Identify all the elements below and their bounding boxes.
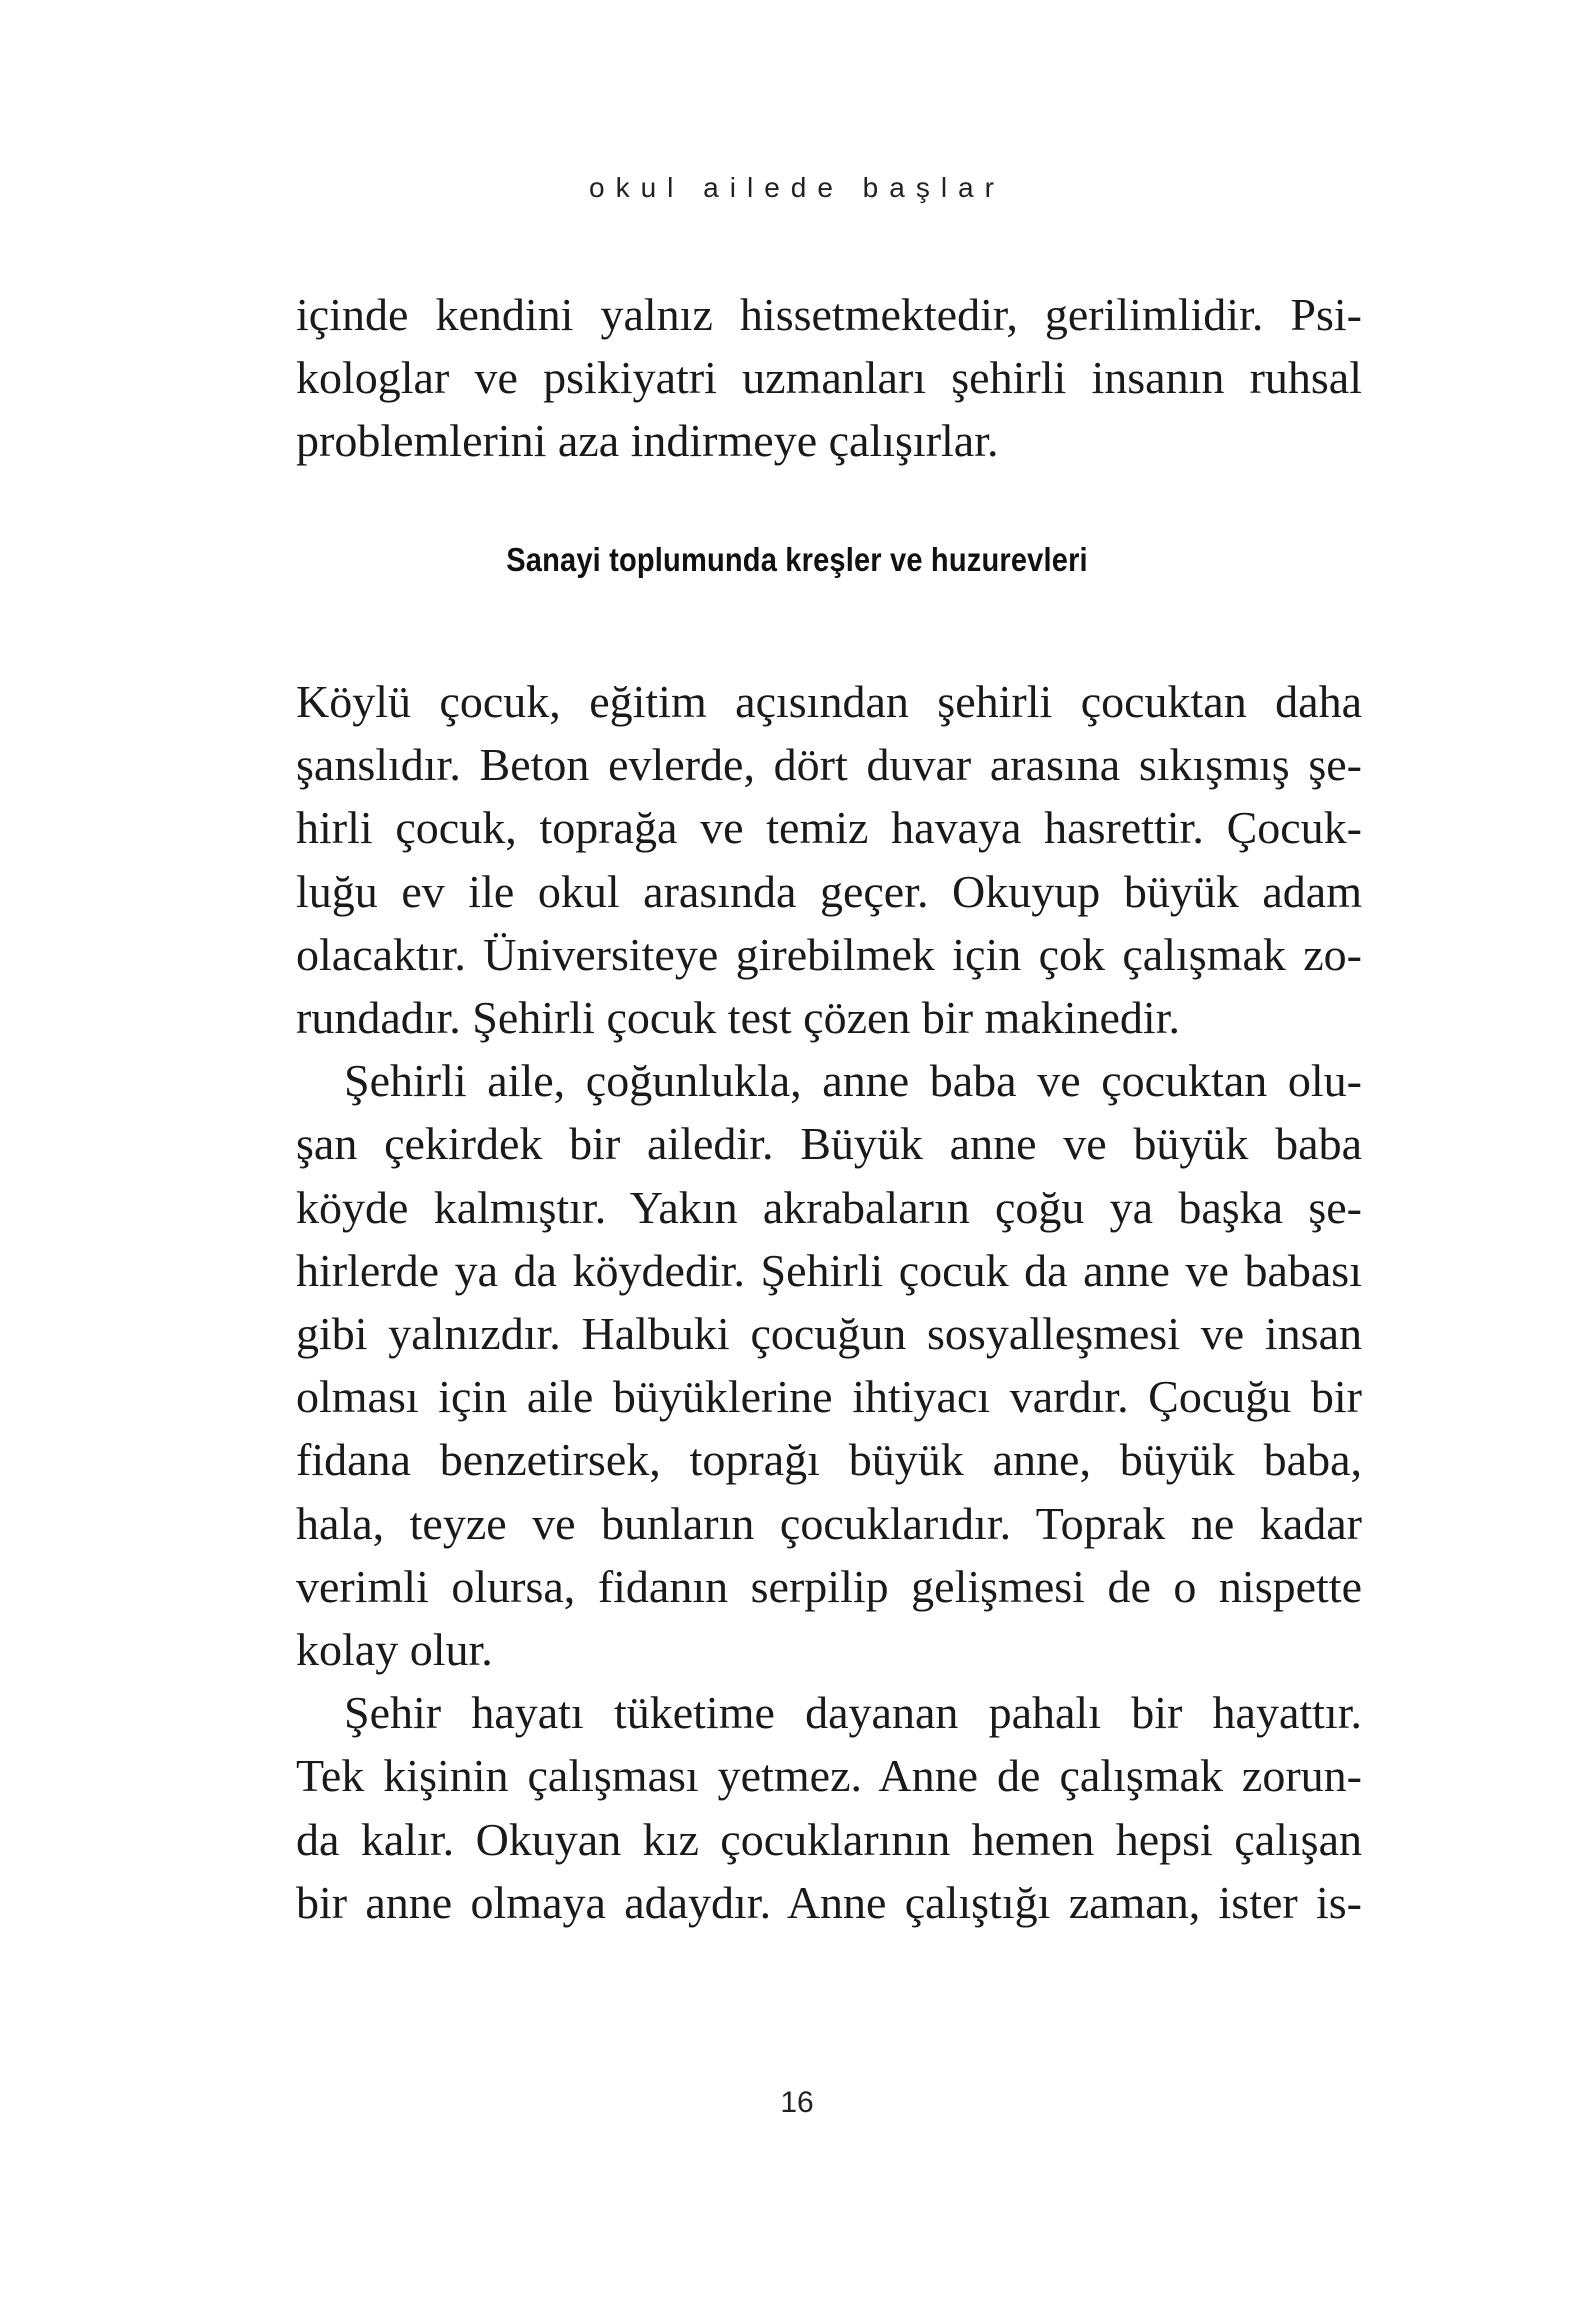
section-heading: Sanayi toplumunda kreşler ve huzurevleri [506,541,1088,578]
text-line: problemlerini aza indirmeye çalışırlar. [296,415,999,467]
text-line: şan çekirdek bir ailedir. Büyük anne ve büyük baba [296,1118,1362,1170]
intro-paragraph [296,283,1362,473]
text-line: hala, teyze ve bunların çocuklarıdır. Toprak ne kadar [296,1497,1362,1549]
body-text [296,670,1362,1934]
text-line: olacaktır. Üniversiteye girebilmek için çok çalışmak zo- [296,928,1362,980]
text-line: hirlerde ya da köydedir. Şehirli çocuk da anne ve babası [296,1244,1362,1296]
text-line: hirli çocuk, toprağa ve temiz havaya hasrettir. Çocuk- [296,802,1362,854]
text-line: rundadır. Şehirli çocuk test çözen bir makinedir. [296,992,1180,1044]
text-line: fidana benzetirsek, toprağı büyük anne, büyük baba, [296,1434,1362,1486]
text-line: bir anne olmaya adaydır. Anne çalıştığı zaman, ister is- [296,1876,1362,1928]
text-line: Köylü çocuk, eğitim açısından şehirli çocuktan daha [296,676,1362,727]
text-line: verimli olursa, fidanın serpilip gelişmesi de o nispette [296,1560,1362,1612]
text-line: olması için aile büyüklerine ihtiyacı vardır. Çocuğu bir [296,1371,1362,1423]
page-number: 16 [780,2086,814,2119]
text-line: luğu ev ile okul arasında geçer. Okuyup büyük adam [296,865,1362,917]
text-line: kolay olur. [296,1624,493,1676]
text-line: içinde kendini yalnız hissetmektedir, gerilimlidir. Psi- [296,289,1362,340]
text-line: köyde kalmıştır. Yakın akrabaların çoğu ya başka şe- [296,1181,1362,1233]
text-line: şanslıdır. Beton evlerde, dört duvar arasına sıkışmış şe- [296,739,1362,791]
text-line: gibi yalnızdır. Halbuki çocuğun sosyalleşmesi ve insan [296,1308,1362,1360]
text-line: Tek kişinin çalışması yetmez. Anne de çalışmak zorun- [296,1750,1362,1802]
text-line: Şehir hayatı tüketime dayanan pahalı bir hayattır. [344,1687,1362,1739]
running-header: okul ailede başlar [589,172,1005,203]
text-line: kologlar ve psikiyatri uzmanları şehirli insanın ruhsal [296,352,1362,404]
text-line: Şehirli aile, çoğunlukla, anne baba ve çocuktan olu- [344,1055,1362,1107]
text-line: da kalır. Okuyan kız çocuklarının hemen hepsi çalışan [296,1813,1362,1865]
